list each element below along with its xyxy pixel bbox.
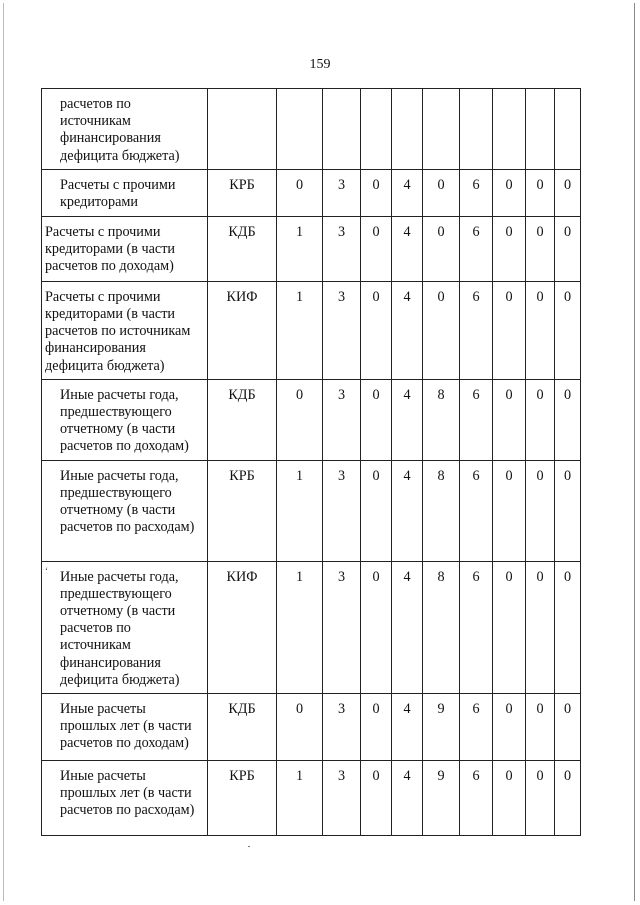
row-digit-1: 1 (277, 460, 323, 561)
row-digit-9: 0 (555, 216, 581, 281)
row-digit-6: 6 (460, 216, 493, 281)
row-digit-6: 6 (460, 761, 493, 836)
row-digit-2: 3 (323, 281, 361, 379)
accounts-table (41, 88, 581, 836)
row-digit-7 (493, 89, 526, 170)
row-code: КРБ (208, 169, 277, 216)
row-digit-2: 3 (323, 379, 361, 460)
row-name: Расчеты с прочими кредиторами (42, 169, 208, 216)
row-digit-9: 0 (555, 761, 581, 836)
row-digit-8: 0 (526, 761, 555, 836)
row-digit-3: 0 (361, 216, 392, 281)
row-code: КИФ (208, 281, 277, 379)
scan-speck (248, 846, 250, 847)
row-digit-3: 0 (361, 761, 392, 836)
row-digit-2: 3 (323, 169, 361, 216)
row-digit-9 (555, 89, 581, 170)
row-digit-1: 1 (277, 561, 323, 693)
row-digit-1: 0 (277, 379, 323, 460)
table-row (42, 460, 581, 561)
row-digit-1 (277, 89, 323, 170)
row-digit-6: 6 (460, 460, 493, 561)
row-digit-2: 3 (323, 694, 361, 761)
table-row (42, 694, 581, 761)
table-row (42, 379, 581, 460)
row-digit-9: 0 (555, 460, 581, 561)
row-digit-5: 8 (423, 561, 460, 693)
row-digit-9: 0 (555, 379, 581, 460)
row-name: Расчеты с прочими кредиторами (в части расчетов по доходам) (42, 216, 208, 281)
row-digit-7: 0 (493, 169, 526, 216)
row-digit-5: 0 (423, 216, 460, 281)
row-digit-8 (526, 89, 555, 170)
row-code: КДБ (208, 216, 277, 281)
page-number: 159 (309, 57, 331, 72)
row-code: КРБ (208, 460, 277, 561)
row-digit-5: 0 (423, 281, 460, 379)
row-code: КДБ (208, 694, 277, 761)
table-row (42, 281, 581, 379)
row-digit-9: 0 (555, 281, 581, 379)
row-digit-7: 0 (493, 460, 526, 561)
row-digit-1: 0 (277, 694, 323, 761)
row-digit-7: 0 (493, 281, 526, 379)
row-digit-2: 3 (323, 561, 361, 693)
table-row (42, 761, 581, 836)
row-digit-8: 0 (526, 169, 555, 216)
row-digit-2: 3 (323, 761, 361, 836)
row-digit-8: 0 (526, 694, 555, 761)
row-digit-1: 1 (277, 281, 323, 379)
table-row (42, 169, 581, 216)
table-row (42, 89, 581, 170)
row-digit-8: 0 (526, 216, 555, 281)
row-digit-3: 0 (361, 561, 392, 693)
row-digit-7: 0 (493, 761, 526, 836)
row-digit-8: 0 (526, 379, 555, 460)
row-digit-1: 1 (277, 761, 323, 836)
row-digit-5: 8 (423, 379, 460, 460)
row-digit-3: 0 (361, 460, 392, 561)
row-digit-9: 0 (555, 561, 581, 693)
row-digit-7: 0 (493, 216, 526, 281)
row-digit-2: 3 (323, 460, 361, 561)
row-name: Иные расчеты прошлых лет (в части расчетов по доходам) (42, 694, 208, 761)
row-digit-6: 6 (460, 379, 493, 460)
row-digit-4: 4 (392, 169, 423, 216)
row-digit-4: 4 (392, 460, 423, 561)
row-code: КИФ (208, 561, 277, 693)
row-digit-4: 4 (392, 761, 423, 836)
row-digit-6: 6 (460, 281, 493, 379)
row-digit-4 (392, 89, 423, 170)
row-code: КРБ (208, 761, 277, 836)
row-digit-4: 4 (392, 379, 423, 460)
row-code: КДБ (208, 379, 277, 460)
row-name: Иные расчеты прошлых лет (в части расчетов по расходам) (42, 761, 208, 836)
row-digit-7: 0 (493, 379, 526, 460)
row-digit-8: 0 (526, 460, 555, 561)
row-digit-4: 4 (392, 216, 423, 281)
row-code (208, 89, 277, 170)
row-digit-8: 0 (526, 561, 555, 693)
row-digit-2 (323, 89, 361, 170)
row-digit-3 (361, 89, 392, 170)
row-digit-1: 1 (277, 216, 323, 281)
row-digit-7: 0 (493, 561, 526, 693)
row-digit-9: 0 (555, 169, 581, 216)
row-digit-9: 0 (555, 694, 581, 761)
row-digit-7: 0 (493, 694, 526, 761)
row-digit-4: 4 (392, 694, 423, 761)
row-digit-5: 8 (423, 460, 460, 561)
row-name: Иные расчеты года, предшествующего отчетному (в части расчетов по расходам) (42, 460, 208, 561)
row-name: Иные расчеты года, предшествующего отчетному (в части расчетов по источникам финансирования дефицита бюджета) (42, 561, 208, 693)
table-row (42, 216, 581, 281)
row-digit-2: 3 (323, 216, 361, 281)
row-digit-6: 6 (460, 561, 493, 693)
row-digit-6 (460, 89, 493, 170)
row-name: Расчеты с прочими кредиторами (в части расчетов по источникам финансирования дефицита бюджета) (42, 281, 208, 379)
row-digit-4: 4 (392, 561, 423, 693)
row-digit-3: 0 (361, 281, 392, 379)
scan-mark: ‘ (45, 566, 48, 576)
table-row (42, 561, 581, 693)
row-digit-5: 9 (423, 761, 460, 836)
row-digit-6: 6 (460, 694, 493, 761)
row-digit-3: 0 (361, 169, 392, 216)
row-digit-6: 6 (460, 169, 493, 216)
row-name: Иные расчеты года, предшествующего отчетному (в части расчетов по доходам) (42, 379, 208, 460)
row-digit-4: 4 (392, 281, 423, 379)
row-digit-3: 0 (361, 694, 392, 761)
row-digit-1: 0 (277, 169, 323, 216)
row-digit-8: 0 (526, 281, 555, 379)
row-digit-5: 9 (423, 694, 460, 761)
row-name: расчетов по источникам финансирования дефицита бюджета) (42, 89, 208, 170)
row-digit-3: 0 (361, 379, 392, 460)
row-digit-5: 0 (423, 169, 460, 216)
row-digit-5 (423, 89, 460, 170)
